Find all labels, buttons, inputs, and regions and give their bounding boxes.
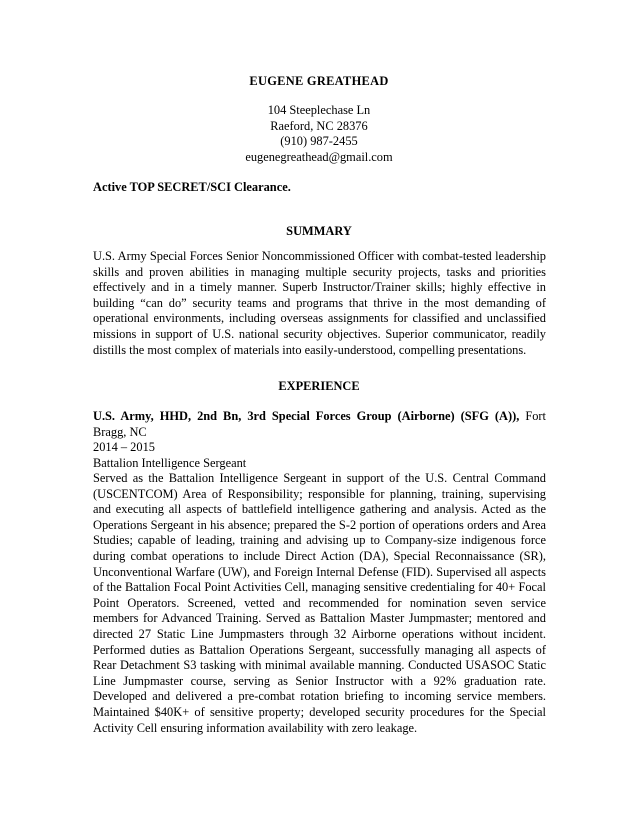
summary-heading: SUMMARY <box>286 224 352 238</box>
job-location: Fort Bragg, NC <box>93 409 546 439</box>
email-address: eugenegreathead@gmail.com <box>245 149 393 164</box>
clearance-statement: Active TOP SECRET/SCI Clearance. <box>93 180 291 194</box>
job-dates: 2014 – 2015 <box>93 440 155 455</box>
candidate-name: EUGENE GREATHEAD <box>249 74 389 88</box>
phone-number: (910) 987-2455 <box>280 134 358 149</box>
experience-heading: EXPERIENCE <box>278 379 360 393</box>
contact-block <box>90 103 548 165</box>
address-line-1: 104 Steeplechase Ln <box>267 103 371 117</box>
job-description: Served as the Battalion Intelligence Sergeant in support of the U.S. Central Command (USCENTCOM) Area of Responsibility; responsible for planning, training, supervising and executing all aspects of battlefield intelligence gathering and analysis. Acted as the Operations Sergeant in his absence; prepared the S-2 portion of operations orders and Area Studies; capable of leading, training and advising up to Company-size indigenous force during combat operations to include Direct Action (DA), Special Reconnaissance (SR), Unconventional Warfare (UW), and Foreign Internal Defense (FID). Supervised all aspects of the Battalion Focal Point Activities Cell, managing sensitive credentialing for 40+ Focal Point Operators. Screened, vetted and recommended for nomination seven service members for Advanced Training. Served as Battalion Master Jumpmaster; mentored and directed 27 Static Line Jumpmasters through 32 Airborne operations without incident. Performed duties as Battalion Operations Sergeant, successfully managing all aspects of Rear Detachment S3 tasking with minimal available manning. Conducted USASOC Static Line Jumpmaster course, serving as Senior Instructor with a 92% graduation rate. Developed and delivered a pre-combat rotation briefing to incoming service members. Maintained $40K+ of sensitive property; developed security procedures for the Special Activity Cell ensuring information availability with zero leakage. <box>93 471 546 735</box>
job-org-line <box>93 409 546 440</box>
job-title: Battalion Intelligence Sergeant <box>93 455 247 470</box>
address-line-2: Raeford, NC 28376 <box>270 118 368 133</box>
summary-text: U.S. Army Special Forces Senior Noncommissioned Officer with combat-tested leadership skills and proven abilities in managing multiple security projects, tasks and priorities effectively and in a timely manner. Superb Instructor/Trainer skills; highly effective in building “can do” security teams and programs that thrive in the most demanding of operational environments, including overseas assignments for classified and unclassified missions in support of U.S. national security objectives. Superior communicator, readily distills the most complex of materials into easily-understood, compelling presentations. <box>93 249 546 357</box>
job-organization: U.S. Army, HHD, 2nd Bn, 3rd Special Forces Group (Airborne) (SFG (A)), <box>93 409 520 423</box>
job-entry-header <box>93 409 546 471</box>
